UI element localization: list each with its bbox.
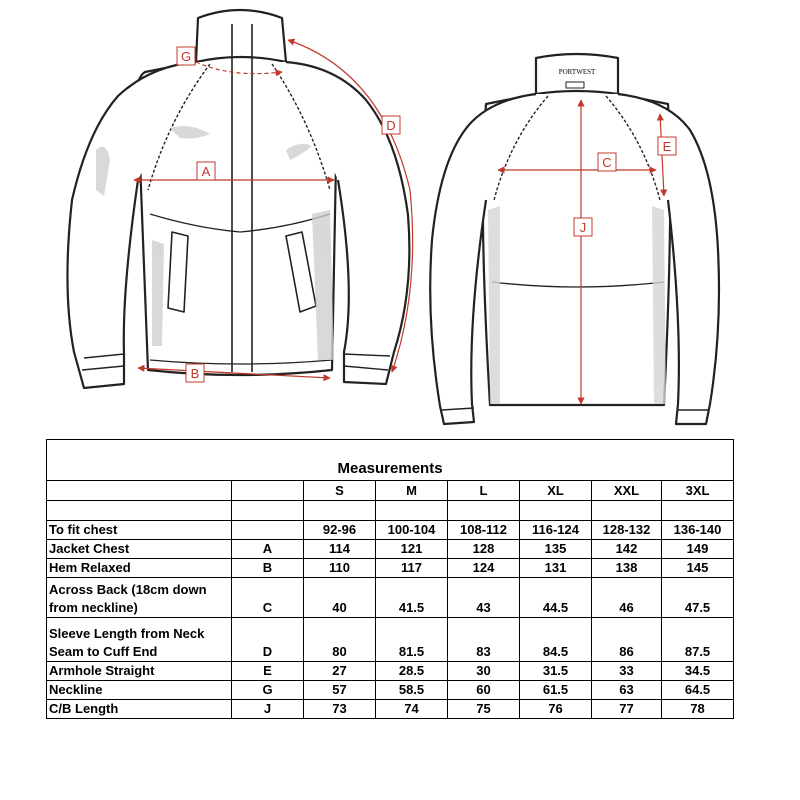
- measurement-value: 108-112: [448, 521, 520, 540]
- measurement-name-line: Seam to Cuff End: [49, 644, 158, 659]
- measurement-row: [47, 662, 734, 681]
- measurement-value: 75: [448, 700, 520, 719]
- measurement-row: [47, 540, 734, 559]
- measurement-row: [47, 700, 734, 719]
- measurement-value: 78: [662, 700, 734, 719]
- table-title-row: [47, 440, 734, 481]
- measurement-value: 34.5: [662, 662, 734, 681]
- measurement-value: 33: [592, 662, 662, 681]
- label-d: D: [386, 118, 396, 133]
- measurement-name: [47, 540, 232, 559]
- front-view-diagram: [67, 10, 409, 388]
- measurement-name-line: Jacket Chest: [49, 541, 130, 556]
- measurement-value: 149: [662, 540, 734, 559]
- size-header-xxl: XXL: [592, 481, 662, 501]
- measurement-value: 138: [592, 559, 662, 578]
- measurement-value: 61.5: [520, 681, 592, 700]
- measurement-value: 73: [304, 700, 376, 719]
- measurement-code: D: [232, 618, 304, 662]
- measurement-row: [47, 681, 734, 700]
- brand-logo-text: PORTWEST: [558, 68, 596, 76]
- measurement-value: 92-96: [304, 521, 376, 540]
- measurement-name: [47, 559, 232, 578]
- label-b: B: [190, 366, 200, 381]
- size-header-l: L: [448, 481, 520, 501]
- back-view-diagram: [430, 54, 719, 424]
- measurement-value: 100-104: [376, 521, 448, 540]
- measurement-value: 87.5: [662, 618, 734, 662]
- measurement-name-line: Neckline: [49, 682, 103, 697]
- measurement-value: 117: [376, 559, 448, 578]
- label-box-b: [186, 364, 204, 382]
- measurement-value: 110: [304, 559, 376, 578]
- size-header-m: M: [376, 481, 448, 501]
- measurement-value: 74: [376, 700, 448, 719]
- measurement-value: 43: [448, 578, 520, 618]
- measurement-name: [47, 618, 232, 662]
- measurement-value: 57: [304, 681, 376, 700]
- measurement-value: 145: [662, 559, 734, 578]
- measurement-value: 63: [592, 681, 662, 700]
- measurement-value: 58.5: [376, 681, 448, 700]
- measurement-name-line: Hem Relaxed: [49, 560, 131, 575]
- label-e: E: [662, 139, 672, 154]
- measurement-value: 114: [304, 540, 376, 559]
- measurement-value: 46: [592, 578, 662, 618]
- measurements-table: [46, 439, 734, 719]
- measurement-code: E: [232, 662, 304, 681]
- measurement-value: 131: [520, 559, 592, 578]
- spacer-row: [47, 501, 734, 521]
- label-box-g: [177, 47, 195, 65]
- measurement-value: 86: [592, 618, 662, 662]
- measurement-value: 64.5: [662, 681, 734, 700]
- measurement-row: [47, 559, 734, 578]
- measurement-value: 76: [520, 700, 592, 719]
- label-g: G: [180, 49, 192, 64]
- measurement-value: 40: [304, 578, 376, 618]
- measurement-code: C: [232, 578, 304, 618]
- measurement-row: [47, 618, 734, 662]
- measurement-value: 80: [304, 618, 376, 662]
- measurement-value: 121: [376, 540, 448, 559]
- label-box-c: [598, 153, 616, 171]
- measurement-row: [47, 578, 734, 618]
- label-j: J: [579, 220, 587, 235]
- measurement-value: 135: [520, 540, 592, 559]
- measurement-name: [47, 662, 232, 681]
- measurement-name-line: To fit chest: [49, 522, 118, 537]
- measurement-value: 142: [592, 540, 662, 559]
- measurement-value: 30: [448, 662, 520, 681]
- label-box-j: [574, 218, 592, 236]
- measurement-code: J: [232, 700, 304, 719]
- measurement-value: 128-132: [592, 521, 662, 540]
- measurement-value: 41.5: [376, 578, 448, 618]
- measurement-value: 128: [448, 540, 520, 559]
- label-c: C: [602, 155, 612, 170]
- measurement-value: 77: [592, 700, 662, 719]
- measurement-name-line: from neckline): [49, 600, 138, 615]
- measurement-value: 28.5: [376, 662, 448, 681]
- measurement-name-line: C/B Length: [49, 701, 119, 716]
- measurement-name-line: Sleeve Length from Neck: [49, 626, 205, 641]
- measurement-value: 83: [448, 618, 520, 662]
- measurement-value: 44.5: [520, 578, 592, 618]
- measurement-value: 116-124: [520, 521, 592, 540]
- measurement-name: [47, 521, 232, 540]
- measurement-name: [47, 700, 232, 719]
- measurement-value: 136-140: [662, 521, 734, 540]
- size-header-3xl: 3XL: [662, 481, 734, 501]
- label-a: A: [201, 164, 211, 179]
- header-blank-cell: [47, 481, 232, 501]
- measurement-code: G: [232, 681, 304, 700]
- measurement-value: 124: [448, 559, 520, 578]
- size-header-xl: XL: [520, 481, 592, 501]
- size-header-s: S: [304, 481, 376, 501]
- measurement-value: 81.5: [376, 618, 448, 662]
- measurement-row: [47, 521, 734, 540]
- measurement-value: 60: [448, 681, 520, 700]
- label-box-d: [382, 116, 400, 134]
- measurement-name: [47, 578, 232, 618]
- measurement-name-line: Across Back (18cm down: [49, 582, 207, 597]
- measurement-value: 31.5: [520, 662, 592, 681]
- measurement-value: 84.5: [520, 618, 592, 662]
- measurement-value: 27: [304, 662, 376, 681]
- measurement-code: A: [232, 540, 304, 559]
- measurement-code: [232, 521, 304, 540]
- size-header-row: [47, 481, 734, 501]
- header-blank-cell: [232, 481, 304, 501]
- table-title: Measurements: [47, 440, 734, 481]
- measurement-code: B: [232, 559, 304, 578]
- label-box-e: [658, 137, 676, 155]
- label-box-a: [197, 162, 215, 180]
- measurement-value: 47.5: [662, 578, 734, 618]
- measurement-name-line: Armhole Straight: [49, 663, 155, 678]
- measurement-name: [47, 681, 232, 700]
